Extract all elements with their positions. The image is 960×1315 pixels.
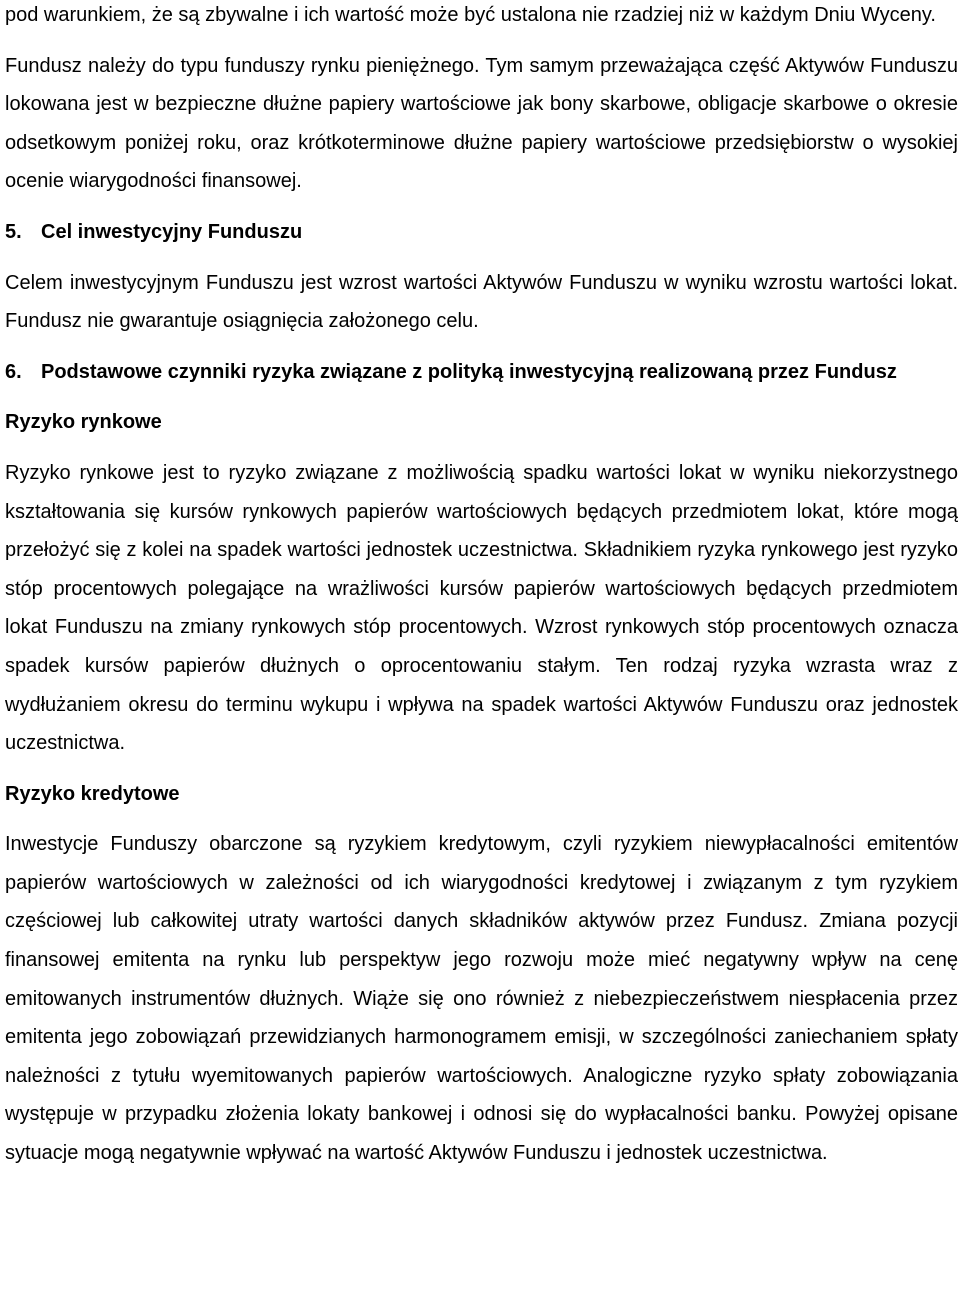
- section-5-title: Cel inwestycyjny Funduszu: [41, 220, 303, 243]
- section-6-heading: [5, 353, 958, 392]
- credit-risk-paragraph: Inwestycje Funduszy obarczone są ryzykiem kredytowym, czyli ryzykiem niewypłacalności emitentów papierów wartościowych w zależności od ich wiarygodności kredytowej i związanym z tym ryzykiem częściowej lub całkowitej utraty wartości danych składników aktywów przez Fundusz. Zmiana pozycji finansowej emitenta na rynku lub perspektyw jego rozwoju może mieć negatywny wpływ na cenę emitowanych instrumentów dłużnych. Wiąże się ono również z niebezpieczeństwem niespłacenia przez emitenta jego zobowiązań przewidzianych harmonogramem emisji, w szczególności zaniechaniem spłaty należności z tytułu wyemitowanych papierów wartościowych. Analogiczne ryzyko spłaty zobowiązania występuje w przypadku złożenia lokaty bankowej i odnosi się do wypłacalności banku. Powyżej opisane sytuacje mogą negatywnie wpływać na wartość Aktywów Funduszu i jednostek uczestnictwa.: [5, 833, 958, 1165]
- market-risk-paragraph: Ryzyko rynkowe jest to ryzyko związane z możliwością spadku wartości lokat w wyniku niekorzystnego kształtowania się kursów rynkowych papierów wartościowych będących przedmiotem lokat, które mogą przełożyć się z kolei na spadek wartości jednostek uczestnictwa. Składnikiem ryzyka rynkowego jest ryzyko stóp procentowych polegające na wrażliwości kursów papierów wartościowych będących przedmiotem lokat Funduszu na zmiany rynkowych stóp procentowych. Wzrost rynkowych stóp procentowych oznacza spadek kursów papierów dłużnych o oprocentowaniu stałym. Ten rodzaj ryzyka wzrasta wraz z wydłużaniem okresu do terminu wykupu i wpływa na spadek wartości Aktywów Funduszu oraz jednostek uczestnictwa.: [5, 461, 958, 755]
- credit-risk-heading: Ryzyko kredytowe: [5, 782, 180, 805]
- document-page: [5, 0, 958, 1173]
- fund-type-paragraph: Fundusz należy do typu funduszy rynku pieniężnego. Tym samym przeważająca część Aktywów Funduszu lokowana jest w bezpieczne dłużne papiery wartościowe jak bony skarbowe, obligacje skarbowe o okresie odsetkowym poniżej roku, oraz krótkoterminowe dłużne papiery wartościowe przedsiębiorstw o wysokiej ocenie wiarygodności finansowej.: [5, 54, 958, 193]
- section-6-title: Podstawowe czynniki ryzyka związane z polityką inwestycyjną realizowaną przez Fundusz: [41, 360, 897, 383]
- intro-paragraph: pod warunkiem, że są zbywalne i ich wartość może być ustalona nie rzadziej niż w każdym Dniu Wyceny.: [5, 4, 936, 26]
- market-risk-heading: Ryzyko rynkowe: [5, 411, 162, 434]
- investment-goal-paragraph: Celem inwestycyjnym Funduszu jest wzrost wartości Aktywów Funduszu w wyniku wzrostu wartości lokat. Fundusz nie gwarantuje osiągnięcia założonego celu.: [5, 271, 958, 333]
- section-6-number: 6.: [5, 360, 22, 383]
- section-5-heading: [5, 213, 958, 252]
- section-5-number: 5.: [5, 220, 22, 243]
